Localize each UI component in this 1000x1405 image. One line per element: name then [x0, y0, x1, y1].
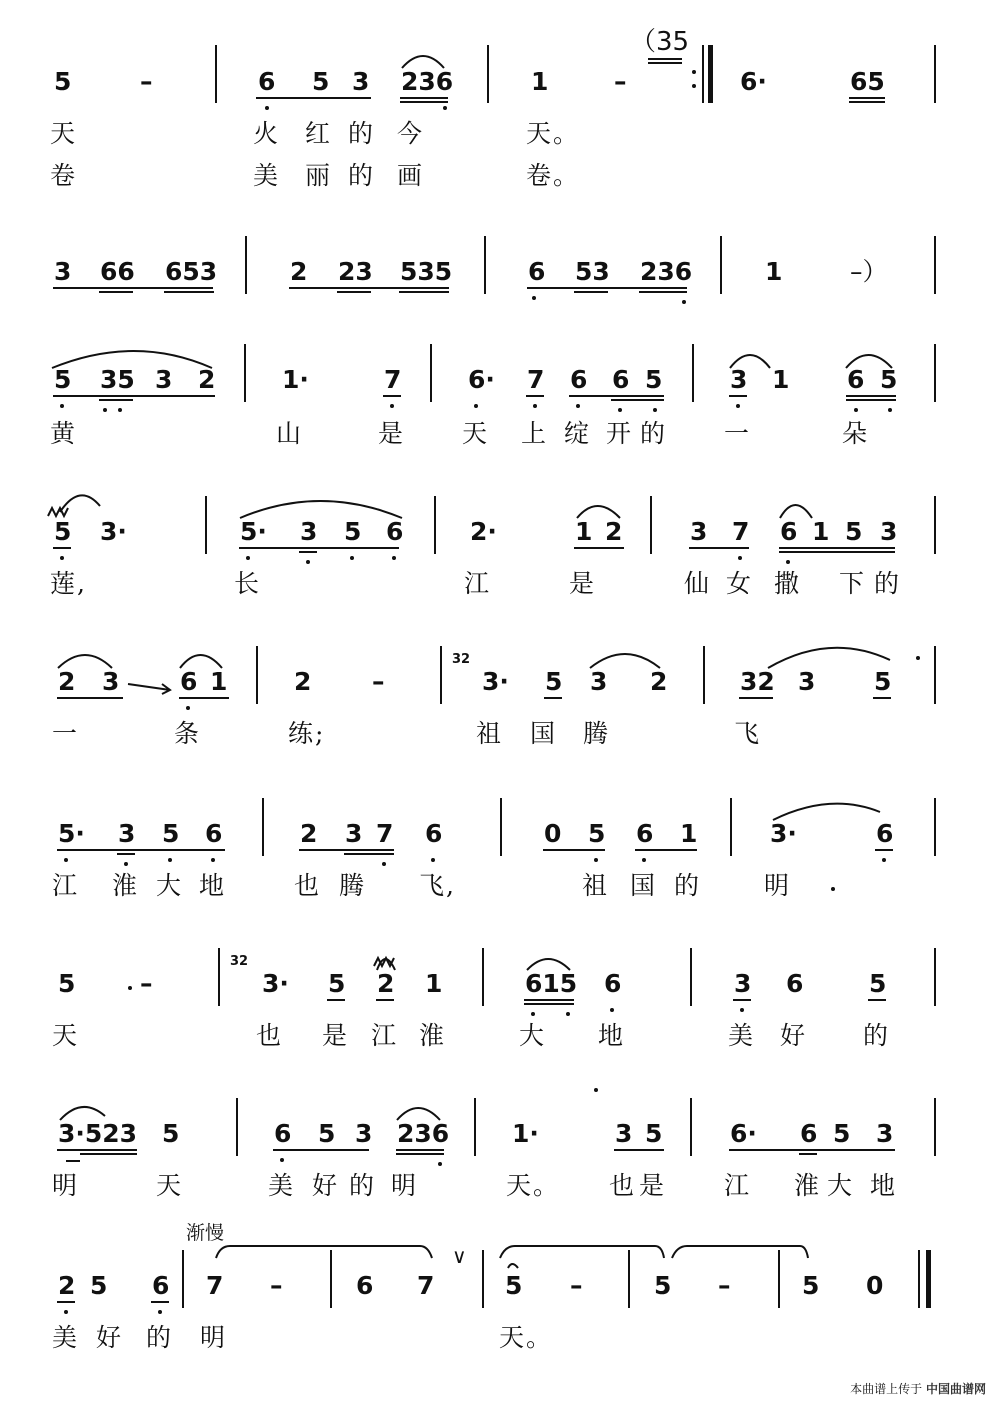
note: 3: [615, 1119, 633, 1148]
note: 5: [318, 1119, 336, 1148]
note: 6: [786, 969, 804, 998]
lyric: 江: [52, 871, 80, 900]
lyric: 一: [52, 719, 80, 748]
lyric: 朵: [842, 419, 870, 448]
note: 53: [575, 257, 610, 286]
note: 1: [772, 365, 790, 394]
note: –）: [850, 257, 888, 286]
note: 5: [162, 1119, 180, 1148]
lyric: 火: [253, 119, 281, 148]
lyric: 天。: [526, 119, 581, 148]
lyric: 的: [640, 419, 668, 448]
lyric: 美: [253, 161, 281, 190]
lyric: 明: [200, 1323, 228, 1352]
note: 32: [740, 667, 775, 696]
note: 6·: [730, 1119, 757, 1148]
lyric: 祖: [582, 871, 610, 900]
note: 6: [528, 257, 546, 286]
lyric: 是: [378, 419, 406, 448]
note: 5: [54, 67, 72, 96]
note: 2: [198, 365, 216, 394]
lyric: 长: [234, 569, 262, 598]
lyric: 明: [764, 871, 792, 900]
note: 615: [525, 969, 578, 998]
lyric: 腾: [583, 719, 611, 748]
paren-35: （35: [630, 27, 690, 57]
note: 3: [355, 1119, 373, 1148]
note: 236: [397, 1119, 450, 1148]
note: 236: [401, 67, 454, 96]
note: 3: [118, 819, 136, 848]
lyric: 飞,: [419, 871, 456, 900]
lyric: 地: [870, 1171, 898, 1200]
note: 23: [338, 257, 373, 286]
note: 5·: [58, 819, 85, 848]
note: 2: [290, 257, 308, 286]
lyric: 撒: [774, 569, 802, 598]
lyric: 黄: [50, 419, 78, 448]
lyric: 淮: [419, 1021, 447, 1050]
lyric: 祖: [476, 719, 504, 748]
note: 3: [798, 667, 816, 696]
note: 5: [833, 1119, 851, 1148]
lyric: 卷: [50, 161, 78, 190]
note: 1: [765, 257, 783, 286]
tempo-marking: 渐慢: [186, 1222, 225, 1244]
lyric: 的: [348, 119, 376, 148]
note: 1: [812, 517, 830, 546]
lyric: 的: [874, 569, 902, 598]
note: 3: [300, 517, 318, 546]
note: 1: [680, 819, 698, 848]
note: 5: [344, 517, 362, 546]
note: 2: [650, 667, 668, 696]
lyric: 大: [827, 1171, 855, 1200]
lyric: 江: [371, 1021, 399, 1050]
note: 6: [425, 819, 443, 848]
note: 2: [300, 819, 318, 848]
note: –: [614, 67, 627, 96]
lyric: 莲,: [50, 569, 87, 598]
note: 236: [640, 257, 693, 286]
note: 3: [730, 365, 748, 394]
site-logo: 中国曲谱网: [925, 1382, 986, 1396]
note: 5: [869, 969, 887, 998]
lyric: 天: [462, 419, 490, 448]
lyric: 开: [606, 419, 634, 448]
lyric: 大: [519, 1021, 547, 1050]
note: 6: [847, 365, 865, 394]
note: 3·: [262, 969, 289, 998]
lyric: 地: [598, 1021, 626, 1050]
note: 5: [162, 819, 180, 848]
lyric: 的: [146, 1323, 174, 1352]
lyric: 天。: [506, 1171, 561, 1200]
note: 7: [206, 1271, 224, 1300]
note: 3·: [100, 517, 127, 546]
lyric: 明: [52, 1171, 80, 1200]
lyric: 江: [724, 1171, 752, 1200]
note: 2: [605, 517, 623, 546]
note: 3: [880, 517, 898, 546]
note: 5: [874, 667, 892, 696]
note: 5: [654, 1271, 672, 1300]
note: 3: [352, 67, 370, 96]
note: 5: [505, 1271, 523, 1300]
note: 6: [180, 667, 198, 696]
note: 35: [100, 365, 135, 394]
note: –: [372, 667, 385, 696]
note: 5: [645, 365, 663, 394]
note: 5: [90, 1271, 108, 1300]
lyric: 也: [294, 871, 322, 900]
lyric: 江: [464, 569, 492, 598]
lyric: 的: [674, 871, 702, 900]
lyric: 天: [50, 119, 78, 148]
lyric: 上: [521, 419, 549, 448]
note: 66: [100, 257, 135, 286]
lyric: 是: [569, 569, 597, 598]
note: 6·: [468, 365, 495, 394]
lyric: 天。: [499, 1323, 554, 1352]
lyric: 仙: [684, 569, 712, 598]
grace-notes: 32: [452, 652, 471, 667]
lyric: 的: [348, 161, 376, 190]
note: 6: [636, 819, 654, 848]
note: 3: [734, 969, 752, 998]
note: 3: [590, 667, 608, 696]
lyric: 好: [96, 1323, 124, 1352]
note: 0: [866, 1271, 884, 1300]
note: 6·: [740, 67, 767, 96]
lyric: 国: [630, 871, 658, 900]
note: 6: [570, 365, 588, 394]
lyric: 卷。: [526, 161, 581, 190]
lyric: 淮: [112, 871, 140, 900]
lyric: 也: [256, 1021, 284, 1050]
note: 6: [356, 1271, 374, 1300]
note: 6: [258, 67, 276, 96]
note: 2: [294, 667, 312, 696]
note: 7: [732, 517, 750, 546]
note: 6: [152, 1271, 170, 1300]
lyric: 也: [609, 1171, 637, 1200]
note: 1: [210, 667, 228, 696]
note: 1: [531, 67, 549, 96]
note: 7: [384, 365, 402, 394]
note: 7: [417, 1271, 435, 1300]
note: 5: [54, 517, 72, 546]
note: 3: [690, 517, 708, 546]
note: 6: [800, 1119, 818, 1148]
note: 3·: [770, 819, 797, 848]
note: –: [270, 1271, 283, 1300]
footer-watermark: 本曲谱上传于 中国曲谱网: [850, 1382, 986, 1396]
note: 3: [155, 365, 173, 394]
lyric: 地: [199, 871, 227, 900]
lyric: 美: [52, 1323, 80, 1352]
note: 1: [575, 517, 593, 546]
note: 3·: [482, 667, 509, 696]
lyric: 条: [174, 719, 202, 748]
grace-notes: 32: [230, 954, 249, 969]
lyric: 美: [728, 1021, 756, 1050]
note: 3: [345, 819, 363, 848]
lyric: 一: [724, 419, 752, 448]
note: 5: [312, 67, 330, 96]
lyric: 绽: [564, 419, 592, 448]
note: –: [570, 1271, 583, 1300]
note: –: [140, 969, 153, 998]
note: 5: [880, 365, 898, 394]
note: 6: [612, 365, 630, 394]
note: 1·: [512, 1119, 539, 1148]
note: 7: [376, 819, 394, 848]
note: 1·: [282, 365, 309, 394]
lyric: 红: [305, 119, 333, 148]
lyric: 练;: [288, 719, 326, 748]
note: 5: [802, 1271, 820, 1300]
lyric: 腾: [339, 871, 367, 900]
note: 6: [274, 1119, 292, 1148]
note: 6: [604, 969, 622, 998]
lyric: 是: [639, 1171, 667, 1200]
note: 6: [386, 517, 404, 546]
lyric: 天: [156, 1171, 184, 1200]
note: 3: [876, 1119, 894, 1148]
note: –: [140, 67, 153, 96]
lyric: 好: [780, 1021, 808, 1050]
note: 3·523: [58, 1119, 138, 1148]
note: 5: [588, 819, 606, 848]
note: 535: [400, 257, 453, 286]
note: 2·: [470, 517, 497, 546]
lyric: 画: [397, 161, 425, 190]
note: 5·: [240, 517, 267, 546]
lyric: 的: [863, 1021, 891, 1050]
lyric: 今: [397, 119, 425, 148]
lyric: 好: [312, 1171, 340, 1200]
lyric: 飞: [734, 719, 762, 748]
lyric: 淮: [794, 1171, 822, 1200]
note: 7: [527, 365, 545, 394]
lyric: 国: [530, 719, 558, 748]
lyric: 女: [726, 569, 754, 598]
breath-mark: ∨: [452, 1244, 467, 1268]
note: 5: [645, 1119, 663, 1148]
note: 6: [876, 819, 894, 848]
lyric: 的: [349, 1171, 377, 1200]
note: 5: [328, 969, 346, 998]
note: 653: [165, 257, 218, 286]
lyric: 天: [52, 1021, 80, 1050]
note: 5: [54, 365, 72, 394]
note: 3: [54, 257, 72, 286]
lyric: 美: [268, 1171, 296, 1200]
lyric: 丽: [305, 161, 333, 190]
note: 0: [544, 819, 562, 848]
note: 5: [845, 517, 863, 546]
lyric: 山: [276, 419, 304, 448]
lyric: 大: [156, 871, 184, 900]
note: 2: [58, 667, 76, 696]
note: 5: [58, 969, 76, 998]
note: 5: [545, 667, 563, 696]
note: 6: [780, 517, 798, 546]
note: 1: [425, 969, 443, 998]
note: –: [718, 1271, 731, 1300]
note: 65: [850, 67, 885, 96]
note: 2: [377, 969, 395, 998]
lyric: 明: [391, 1171, 419, 1200]
note: 3: [102, 667, 120, 696]
note: 2: [58, 1271, 76, 1300]
lyric: 下: [839, 569, 867, 598]
note: 6: [205, 819, 223, 848]
lyric: 是: [322, 1021, 350, 1050]
